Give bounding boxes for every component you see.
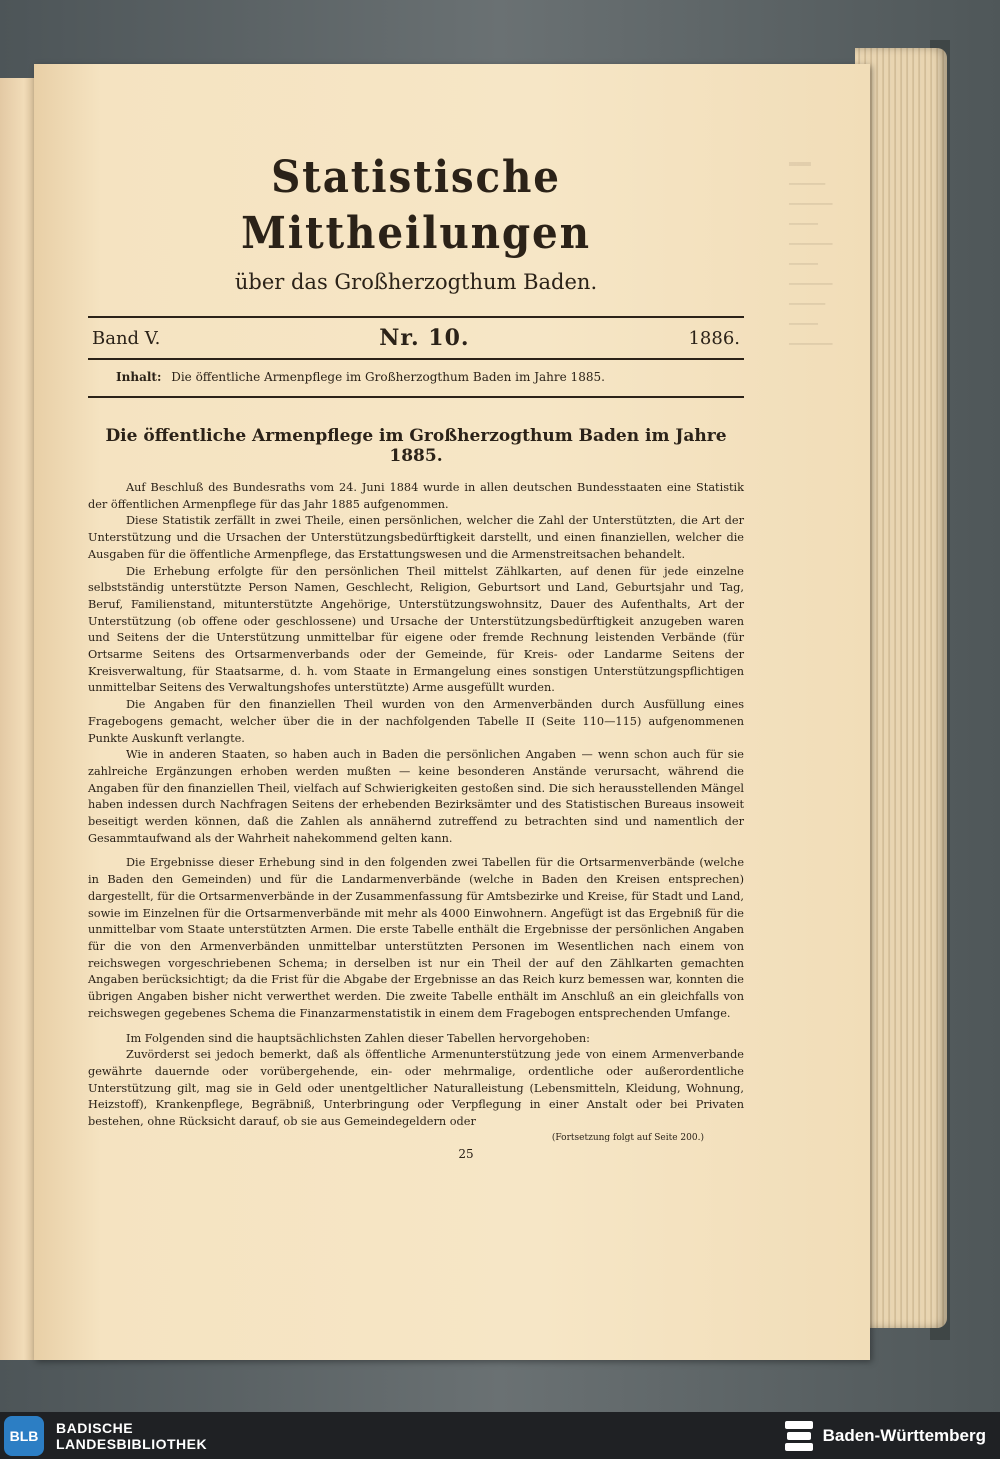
blb-logo: BLB	[4, 1416, 44, 1456]
footer-bar	[0, 1412, 1000, 1459]
page-number: 25	[458, 1146, 474, 1161]
continuation-note: (Fortsetzung folgt auf Seite 200.)	[551, 1132, 704, 1143]
paragraph: Die Erhebung erfolgte für den persönlichen Theil mittelst Zählkarten, auf denen für jede einzelne selbstständig unterstützte Person Namen, Geschlecht, Religion, Geburtsort und Land, Geburtsjahr und Tag, Beruf, Familienstand, mitunterstützte Angehörige, Unterstützungswohnsitz, Dauer des Aufenthalts, Art der Unterstützung (ob offene oder geschlossene) und Ursache der Unterstützungsbedürftigkeit anzugeben waren und Seitens der die Unterstützung unmittelbar für eigene oder fremde Rechnung leistenden Verbände (für Ortsarme Seitens des Ortsarmenverbands oder der Gemeinde, für Kreis- oder Landarme Seitens der Kreisverwaltung, für Staatsarme, d. h. vom Staate in Ermangelung eines sonstigen Unterstützungspflichtigen unmittelbar Seitens des Verwaltungshofes unterstützte) Arme ausgefüllt wurden.	[88, 564, 744, 695]
contents-label: Inhalt:	[116, 370, 162, 384]
paragraph: Diese Statistik zerfällt in zwei Theile, einen persönlichen, welcher die Zahl der Unterstützten, die Art der Unterstützung und die Ursachen der Unterstützungsbedürftigkeit darstellt, und einen finanziellen, welcher die Ausgaben für die öffentliche Armenpflege, das Erstattungswesen und die Armenstreitsachen behandelt.	[88, 514, 744, 561]
paragraph: Im Folgenden sind die hauptsächlichsten Zahlen dieser Tabellen hervorgehoben:	[126, 1031, 590, 1045]
paragraph: Zuvörderst sei jedoch bemerkt, daß als öffentliche Armenunterstützung jede von einem Armenverbande gewährte dauernde oder vorübergehende, ein- oder mehrmalige, ordentliche oder außerordentliche Unterstützung gilt, mag sie in Geld oder unentgeltlicher Naturalleistung (Lebensmitteln, Kleidung, Wohnung, Heizstoff), Krankenpflege, Begräbniß, Unterbringung oder Verpflegung in einer Anstalt oder bei Privaten bestehen, ohne Rücksicht darauf, ob sie aus Gemeindegeldern oder	[88, 1048, 744, 1129]
paragraph: Die Ergebnisse dieser Erhebung sind in den folgenden zwei Tabellen für die Ortsarmenverbände (welche in Baden den Gemeinden) und für die Landarmenverbände (welche in Baden den Kreisen entsprechen) dargestellt, für die Ortsarmenverbände in der Zusammenfassung für Amtsbezirke und Kreise, für Stadt und Land, sowie im Einzelnen für die Ortsarmenverbände mit mehr als 4000 Einwohnern. Angefügt ist das Ergebniß für die unmittelbar vom Staate unterstützten Armen. Die erste Tabelle enthält die Ergebnisse der persönlichen Angaben für die von den Armenverbänden unmittelbar unterstützten Personen im Wesentlichen nach einem von reichswegen vorgeschriebenen Schema; in derselben ist nur ein Theil der auf den Zählkarten gemachten Angaben berücksichtigt; da die Frist für die Abgabe der Ergebnisse an das Reich kurz bemessen war, konnten die übrigen Angaben bisher nicht verwerthet werden. Die zweite Tabelle enthält im Anschluß an ein gleichfalls von reichswegen gegebenes Schema die Finanzarmenstatistik in einem dem Fragebogen entsprechenden Umfange.	[88, 856, 744, 1020]
state-branding[interactable]	[783, 1418, 1000, 1454]
masthead-title: Statistische Mittheilungen	[241, 152, 591, 259]
contents-text: Die öffentliche Armenpflege im Großherzogthum Baden im Jahre 1885.	[171, 370, 605, 384]
paragraph: Die Angaben für den finanziellen Theil wurden von den Armenverbänden durch Ausfüllung eines Fragebogens gemacht, welcher über die in der nachfolgenden Tabelle II (Seite 110—115) aufgenommenen Punkte Auskunft verlangte.	[88, 698, 744, 745]
table-of-contents	[88, 360, 744, 398]
volume-label: Band V.	[92, 327, 161, 349]
paragraph: Wie in anderen Staaten, so haben auch in Baden die persönlichen Angaben — wenn schon auch für sie zahlreiche Ergänzungen erhoben werden mußten — keine besonderen Anstände verursacht, während die Angaben für den finanziellen Theil, vielfach auf Schwierigkeiten gestoßen sind. Die sich herausstellenden Mängel haben indessen durch Nachfragen Seitens der erhebenden Bezirksämter und des Statistischen Bureaus insoweit beseitigt werden können, daß die Zahlen als annähernd zutreffend zu betrachten sind und namentlich der Gesammtaufwand als der Wahrheit nahekommend gelten kann.	[88, 748, 744, 845]
bleed-through-text: ═══ ───── ────── ──── ────── ──── ────── ───── ──── ──────	[789, 157, 833, 351]
issue-bar	[88, 316, 744, 360]
issue-year: 1886.	[688, 327, 740, 349]
library-name	[56, 1420, 207, 1452]
document-page	[34, 64, 870, 1360]
page-content	[88, 150, 744, 1161]
masthead-subtitle: über das Großherzogthum Baden.	[234, 270, 598, 294]
lions-emblem-icon	[783, 1418, 815, 1454]
library-name-line2: LANDESBIBLIOTHEK	[56, 1435, 208, 1452]
library-name-line1: BADISCHE	[56, 1419, 134, 1436]
state-name: Baden-Württemberg	[822, 1425, 986, 1445]
library-branding[interactable]	[0, 1416, 207, 1456]
article-body	[88, 480, 744, 1131]
issue-number: Nr. 10.	[379, 325, 470, 351]
article-title: Die öffentliche Armenpflege im Großherzogthum Baden im Jahre 1885.	[105, 426, 727, 466]
paragraph: Auf Beschluß des Bundesraths vom 24. Juni 1884 wurde in allen deutschen Bundesstaaten eine Statistik der öffentlichen Armenpflege für das Jahr 1885 aufgenommen.	[88, 481, 744, 511]
